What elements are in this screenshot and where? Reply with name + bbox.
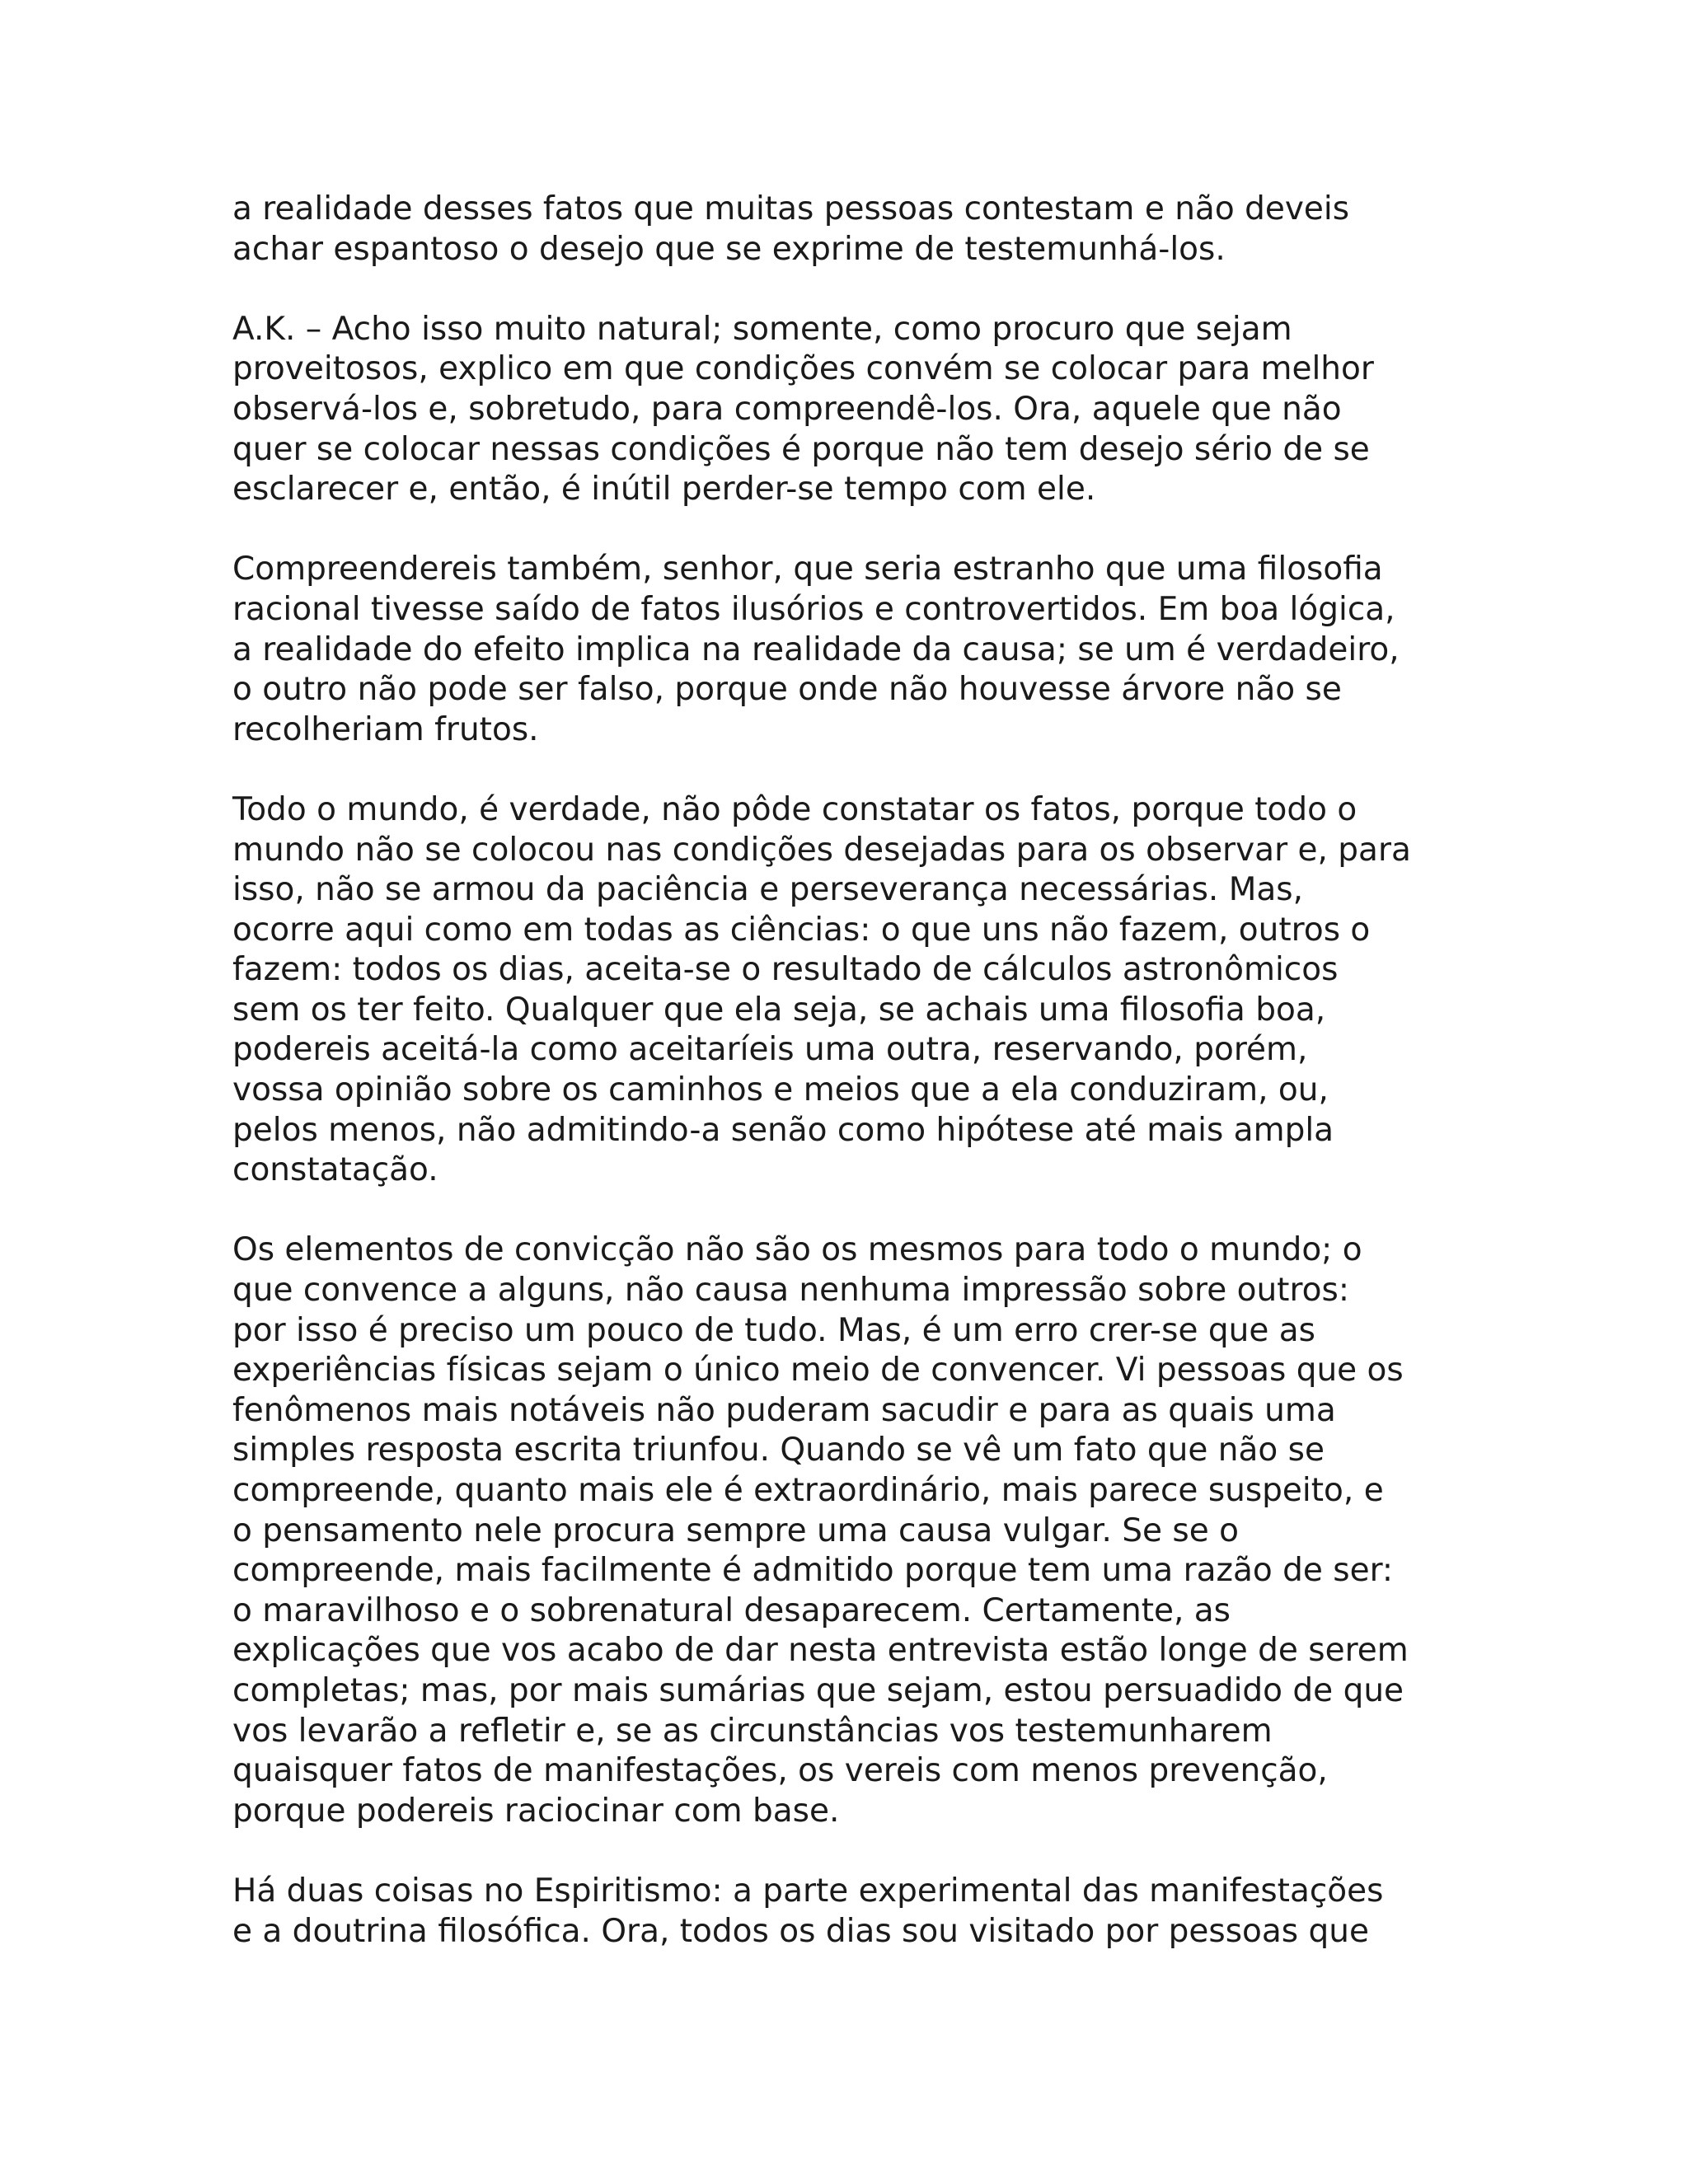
text-line: observá-los e, sobretudo, para compreendê-los. Ora, aquele que não <box>232 390 1342 428</box>
text-line: que convence a alguns, não causa nenhuma impressão sobre outros: <box>232 1272 1349 1310</box>
text-line: Todo o mundo, é verdade, não pôde constatar os fatos, porque todo o <box>232 790 1357 828</box>
text-line: proveitosos, explico em que condições convém se colocar para melhor <box>232 350 1374 388</box>
paragraph <box>232 310 1485 510</box>
text-line: a realidade do efeito implica na realidade da causa; se um é verdadeiro, <box>232 630 1400 668</box>
text-line: o pensamento nele procura sempre uma causa vulgar. Se se o <box>232 1511 1239 1549</box>
text-line: o outro não pode ser falso, porque onde não houvesse árvore não se <box>232 671 1342 709</box>
text-line: Há duas coisas no Espiritismo: a parte experimental das manifestações <box>232 1872 1384 1910</box>
text-line: Compreendereis também, senhor, que seria estranho que uma filosofia <box>232 551 1383 588</box>
text-line: compreende, mais facilmente é admitido porque tem uma razão de ser: <box>232 1552 1394 1590</box>
text-line: a realidade desses fatos que muitas pessoas contestam e não deveis <box>232 190 1350 227</box>
text-line: vossa opinião sobre os caminhos e meios que a ela conduziram, ou, <box>232 1071 1329 1109</box>
text-line: pelos menos, não admitindo-a senão como hipótese até mais ampla <box>232 1111 1334 1149</box>
text-line: vos levarão a refletir e, se as circunstâncias vos testemunharem <box>232 1712 1273 1750</box>
text-line: esclarecer e, então, é inútil perder-se tempo com ele. <box>232 471 1096 509</box>
text-line: porque podereis raciocinar com base. <box>232 1792 840 1830</box>
text-line: fazem: todos os dias, aceita-se o resultado de cálculos astronômicos <box>232 951 1339 989</box>
text-line: simples resposta escrita triunfou. Quando se vê um fato que não se <box>232 1432 1325 1469</box>
text-line: podereis aceitá-la como aceitaríeis uma outra, reservando, porém, <box>232 1031 1308 1069</box>
text-line: fenômenos mais notáveis não puderam sacudir e para as quais uma <box>232 1391 1336 1429</box>
text-line: e a doutrina filosófica. Ora, todos os dias sou visitado por pessoas que <box>232 1912 1369 1950</box>
paragraph <box>232 1230 1485 1831</box>
text-line: quer se colocar nessas condições é porque não tem desejo sério de se <box>232 430 1370 468</box>
text-line: o maravilhoso e o sobrenatural desaparecem. Certamente, as <box>232 1591 1231 1629</box>
text-line: A.K. – Acho isso muito natural; somente, como procuro que sejam <box>232 310 1292 348</box>
text-line: constatação. <box>232 1151 438 1189</box>
text-line: achar espantoso o desejo que se exprime de testemunhá-los. <box>232 230 1226 268</box>
text-line: recolheriam frutos. <box>232 710 539 748</box>
text-line: experiências físicas sejam o único meio de convencer. Vi pessoas que os <box>232 1352 1404 1390</box>
body-text <box>232 190 1485 1992</box>
paragraph <box>232 790 1485 1191</box>
text-line: por isso é preciso um pouco de tudo. Mas, é um erro crer-se que as <box>232 1311 1315 1349</box>
text-line: mundo não se colocou nas condições desejadas para os observar e, para <box>232 831 1411 869</box>
paragraph <box>232 550 1485 750</box>
paragraph <box>232 1872 1485 1952</box>
text-line: compreende, quanto mais ele é extraordinário, mais parece suspeito, e <box>232 1472 1384 1509</box>
text-line: explicações que vos acabo de dar nesta entrevista estão longe de serem <box>232 1632 1409 1670</box>
text-line: racional tivesse saído de fatos ilusórios e controvertidos. Em boa lógica, <box>232 590 1395 628</box>
text-line: ocorre aqui como em todas as ciências: o que uns não fazem, outros o <box>232 911 1371 949</box>
text-line: Os elementos de convicção não são os mesmos para todo o mundo; o <box>232 1231 1362 1269</box>
text-line: quaisquer fatos de manifestações, os vereis com menos prevenção, <box>232 1752 1328 1790</box>
text-line: isso, não se armou da paciência e perseverança necessárias. Mas, <box>232 871 1303 909</box>
text-line: sem os ter feito. Qualquer que ela seja, se achais uma filosofia boa, <box>232 991 1326 1029</box>
paragraph <box>232 190 1485 269</box>
text-line: completas; mas, por mais sumárias que sejam, estou persuadido de que <box>232 1671 1404 1709</box>
